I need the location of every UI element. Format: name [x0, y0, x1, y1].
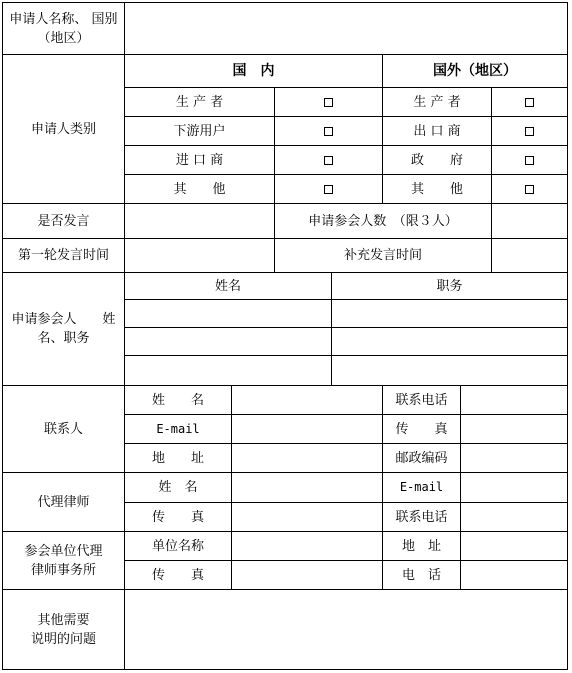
lawyer-field-value[interactable]	[231, 472, 383, 503]
applicant-category-label: 申请人类别	[2, 54, 125, 204]
foreign-category-label: 政 府	[382, 145, 492, 175]
supplement-field[interactable]	[491, 238, 568, 273]
other-label: 其他需要 说明的问题	[2, 589, 125, 670]
foreign-checkbox[interactable]	[491, 145, 568, 175]
firm-label: 参会单位代理 律师事务所	[2, 531, 125, 590]
lawyer-field-label: 姓 名	[124, 472, 232, 503]
lawyer-field-label: 传 真	[124, 502, 232, 532]
other-field[interactable]	[124, 589, 568, 670]
foreign-category-label: 其 他	[382, 174, 492, 204]
contact-field-label: E-mail	[124, 414, 232, 444]
firm-field-value[interactable]	[231, 531, 383, 561]
domestic-checkbox[interactable]	[274, 87, 383, 117]
attendee-name-field[interactable]	[124, 327, 332, 356]
checkbox-icon[interactable]	[525, 185, 534, 194]
foreign-header: 国外（地区）	[382, 54, 568, 88]
firm-field-value[interactable]	[460, 531, 568, 561]
checkbox-icon[interactable]	[324, 127, 333, 136]
contact-field-label: 传 真	[382, 414, 461, 444]
applicant-name-label: 申请人名称、 国别 （地区）	[2, 2, 125, 55]
contact-field-value[interactable]	[460, 414, 568, 444]
attendee-count-field[interactable]	[491, 203, 568, 239]
firm-field-label: 单位名称	[124, 531, 232, 561]
domestic-category-label: 其 他	[124, 174, 275, 204]
lawyer-field-label: 联系电话	[382, 502, 461, 532]
firm-field-label: 传 真	[124, 560, 232, 590]
checkbox-icon[interactable]	[324, 156, 333, 165]
attendee-name-field[interactable]	[124, 299, 332, 328]
checkbox-icon[interactable]	[525, 156, 534, 165]
first-round-label: 第一轮发言时间	[2, 238, 125, 273]
foreign-checkbox[interactable]	[491, 174, 568, 204]
supplement-label: 补充发言时间	[274, 238, 492, 273]
attendee-count-label: 申请参会人数 （限３人）	[274, 203, 492, 239]
lawyer-field-label: E-mail	[382, 472, 461, 503]
contact-field-label: 联系电话	[382, 385, 461, 415]
applicant-name-field[interactable]	[124, 2, 568, 55]
lawyer-field-value[interactable]	[460, 502, 568, 532]
foreign-checkbox[interactable]	[491, 87, 568, 117]
lawyer-field-value[interactable]	[231, 502, 383, 532]
domestic-category-label: 下游用户	[124, 116, 275, 146]
contact-field-value[interactable]	[231, 443, 383, 473]
firm-field-value[interactable]	[231, 560, 383, 590]
domestic-checkbox[interactable]	[274, 145, 383, 175]
foreign-checkbox[interactable]	[491, 116, 568, 146]
name-header: 姓名	[124, 272, 332, 300]
attendee-position-field[interactable]	[331, 355, 568, 386]
lawyer-label: 代理律师	[2, 472, 125, 532]
firm-field-value[interactable]	[460, 560, 568, 590]
position-header: 职务	[331, 272, 568, 300]
firm-field-label: 地 址	[382, 531, 461, 561]
attendee-name-field[interactable]	[124, 355, 332, 386]
attendee-position-field[interactable]	[331, 327, 568, 356]
foreign-category-label: 生 产 者	[382, 87, 492, 117]
first-round-field[interactable]	[124, 238, 275, 273]
attendees-label: 申请参会人 姓 名、职务	[2, 272, 125, 386]
firm-field-label: 电 话	[382, 560, 461, 590]
foreign-category-label: 出 口 商	[382, 116, 492, 146]
checkbox-icon[interactable]	[324, 185, 333, 194]
domestic-category-label: 进 口 商	[124, 145, 275, 175]
contact-field-value[interactable]	[231, 385, 383, 415]
checkbox-icon[interactable]	[525, 98, 534, 107]
speak-field[interactable]	[124, 203, 275, 239]
domestic-checkbox[interactable]	[274, 116, 383, 146]
contact-field-value[interactable]	[231, 414, 383, 444]
contact-field-value[interactable]	[460, 385, 568, 415]
domestic-category-label: 生 产 者	[124, 87, 275, 117]
contact-field-value[interactable]	[460, 443, 568, 473]
checkbox-icon[interactable]	[324, 98, 333, 107]
contact-field-label: 地 址	[124, 443, 232, 473]
attendee-position-field[interactable]	[331, 299, 568, 328]
contact-label: 联系人	[2, 385, 125, 473]
contact-field-label: 邮政编码	[382, 443, 461, 473]
checkbox-icon[interactable]	[525, 127, 534, 136]
domestic-checkbox[interactable]	[274, 174, 383, 204]
lawyer-field-value[interactable]	[460, 472, 568, 503]
domestic-header: 国 内	[124, 54, 383, 88]
speak-label: 是否发言	[2, 203, 125, 239]
contact-field-label: 姓 名	[124, 385, 232, 415]
